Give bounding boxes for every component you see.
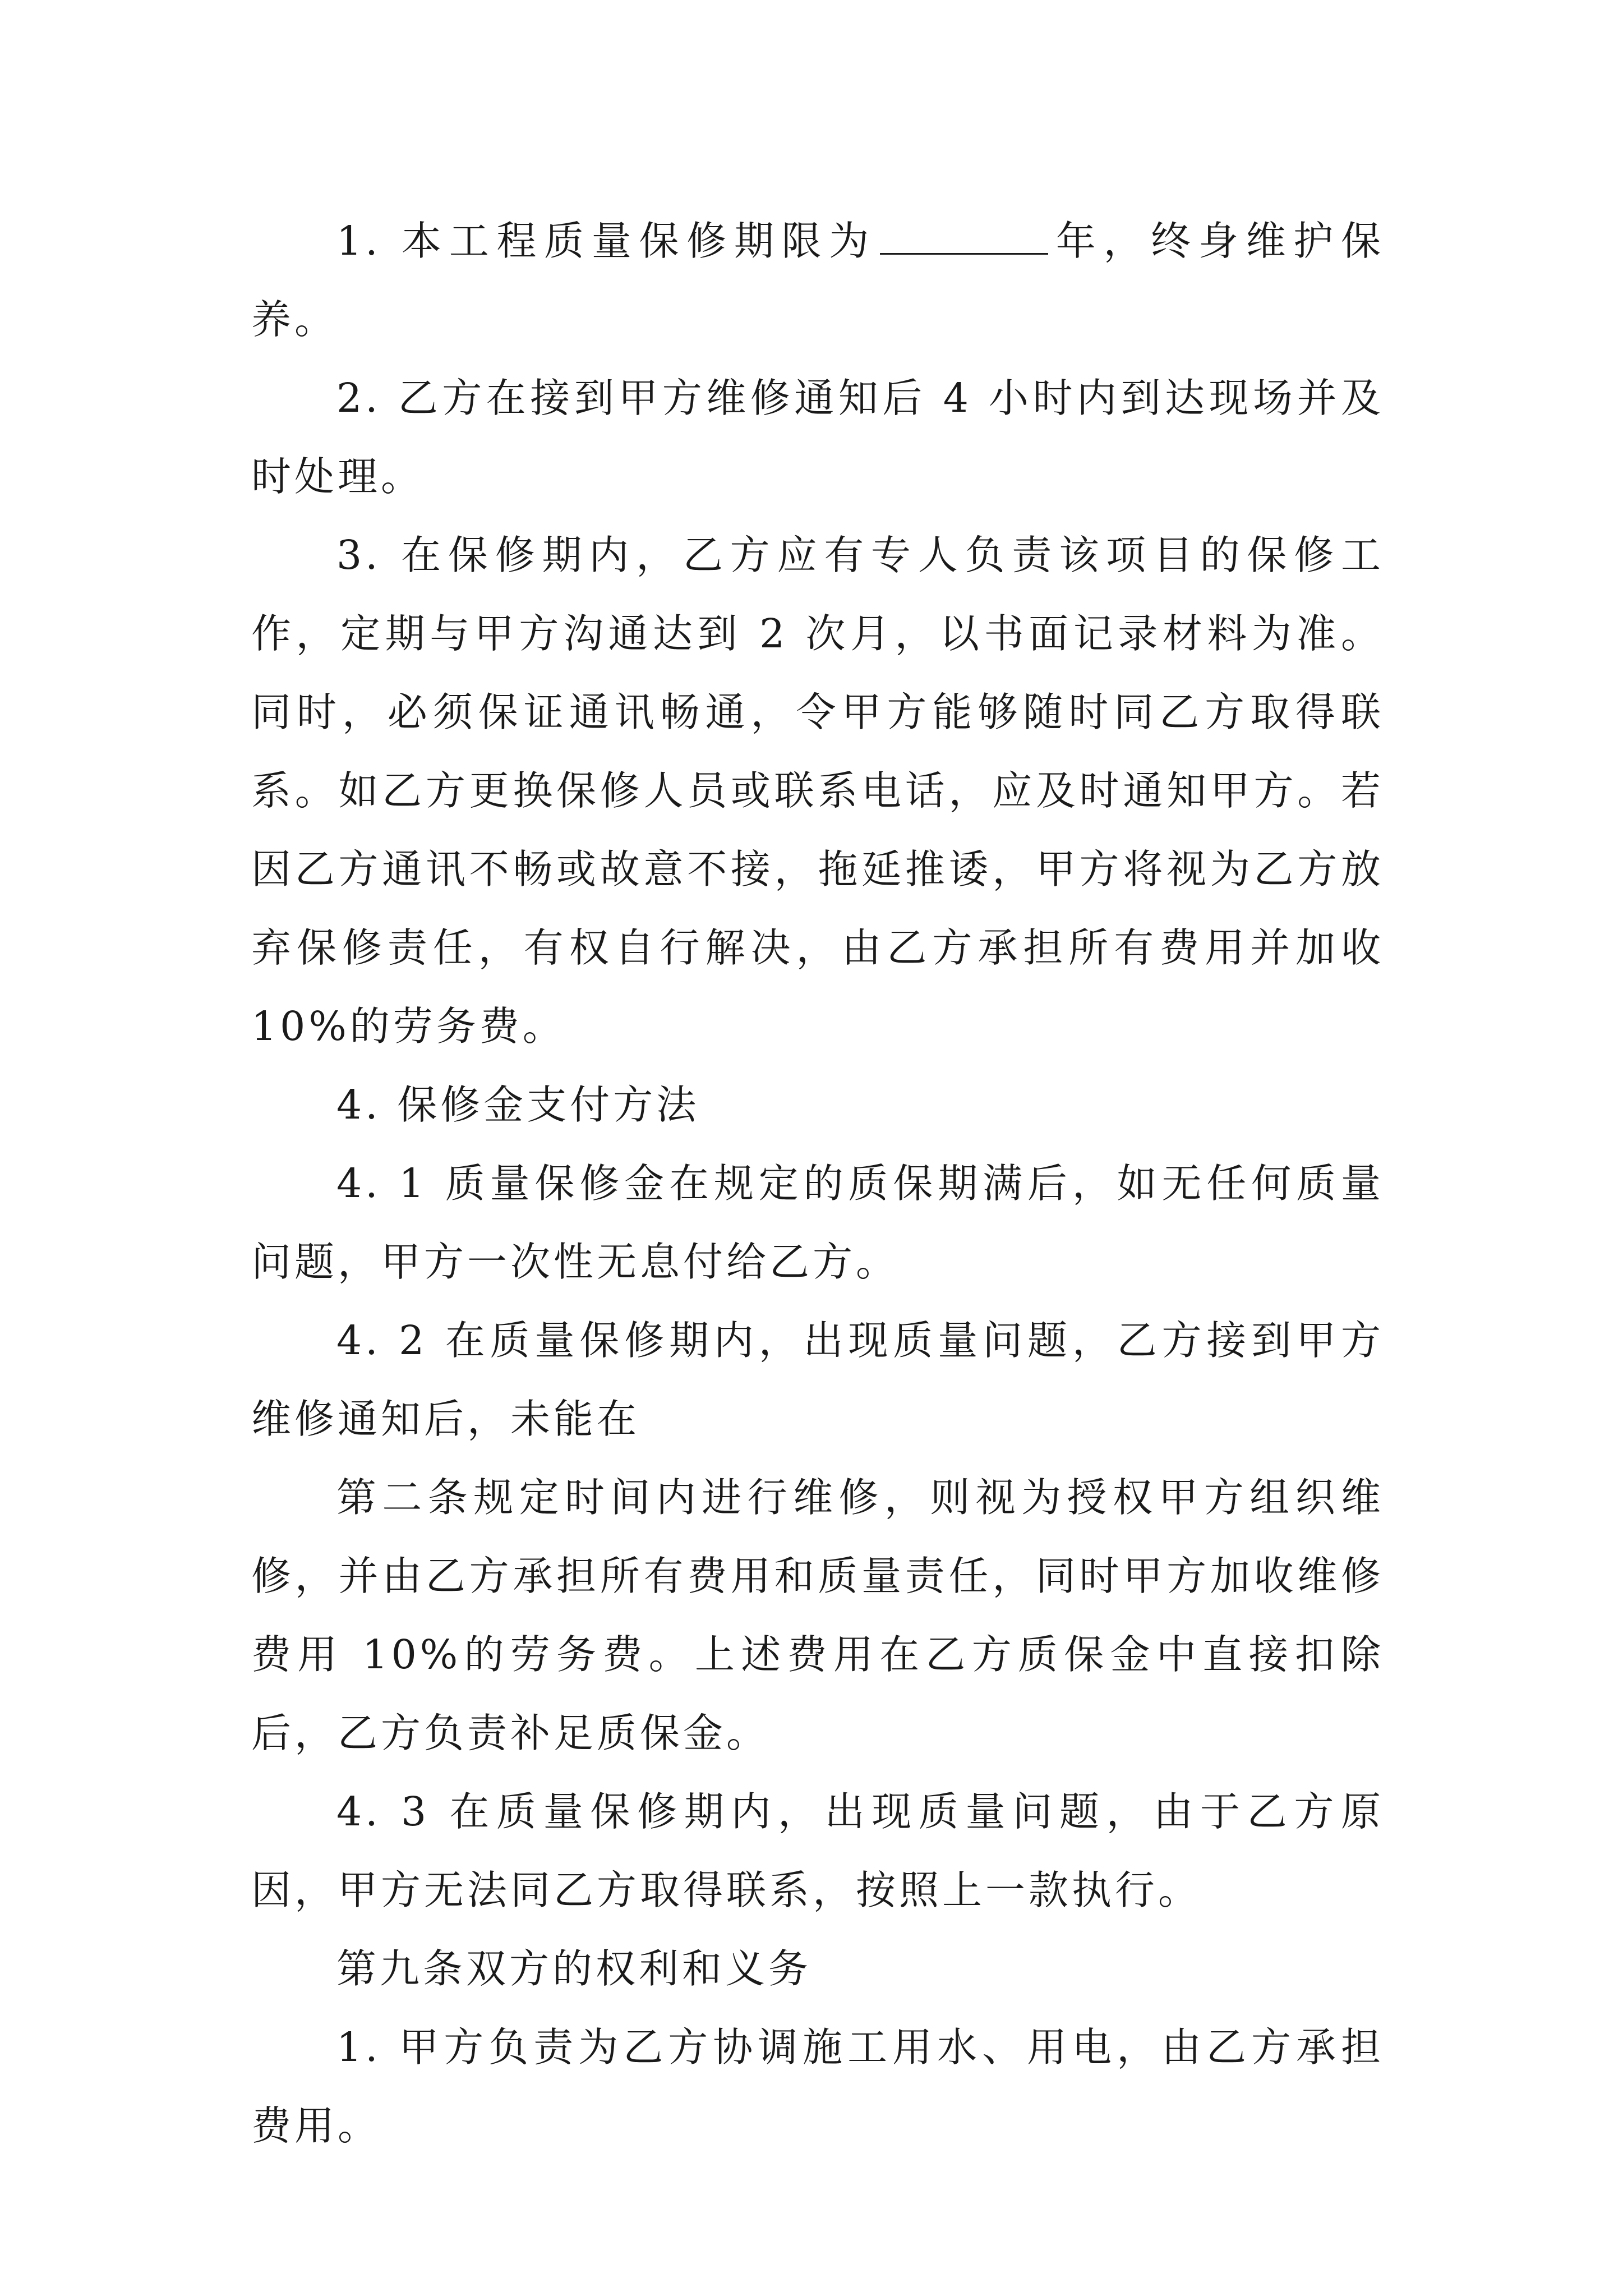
paragraph-heading-article-9: 第九条双方的权利和义务	[336, 1945, 812, 1992]
paragraph-clause-4-2-continued: 第二条规定时间内进行维修，则视为授权甲方组织维修，并由乙方承担所有费用和质量责任，同时甲方加收维修费用 10%的劳务费。上述费用在乙方质保金中直接扣除后，乙方负责补足质保金。	[251, 1474, 1384, 1756]
blank-fill-line	[880, 252, 1048, 255]
paragraph-heading-payment: 4. 保修金支付方法	[336, 1082, 700, 1128]
paragraph-article-9-item-1: 1. 甲方负责为乙方协调施工用水、用电，由乙方承担费用。	[251, 2024, 1384, 2149]
paragraph-clause-4-1: 4. 1 质量保修金在规定的质保期满后，如无任何质量问题，甲方一次性无息付给乙方。	[251, 1160, 1384, 1285]
paragraph-clause-4-2: 4. 2 在质量保修期内，出现质量问题，乙方接到甲方维修通知后，未能在	[251, 1317, 1384, 1442]
paragraph-warranty-period	[251, 202, 1384, 359]
paragraph-clause-4-3: 4. 3 在质量保修期内，出现质量问题，由于乙方原因，甲方无法同乙方取得联系，按照上一款执行。	[251, 1788, 1384, 1913]
paragraph-response-time: 2. 乙方在接到甲方维修通知后 4 小时内到达现场并及时处理。	[251, 375, 1384, 500]
paragraph-text: 年，终身维护保养。	[251, 218, 1384, 343]
paragraph-warranty-staff: 3. 在保修期内，乙方应有专人负责该项目的保修工作，定期与甲方沟通达到 2 次月，以书面记录材料为准。同时，必须保证通讯畅通，令甲方能够随时同乙方取得联系。如乙方更换保修人员或联系电话，应及时通知甲方。若因乙方通讯不畅或故意不接，拖延推诿，甲方将视为乙方放弃保修责任，有权自行解决，由乙方承担所有费用并加收 10%的劳务费。	[251, 532, 1384, 1050]
document-body	[251, 202, 1384, 2165]
paragraph-text: 1. 本工程质量保修期限为	[336, 218, 877, 264]
